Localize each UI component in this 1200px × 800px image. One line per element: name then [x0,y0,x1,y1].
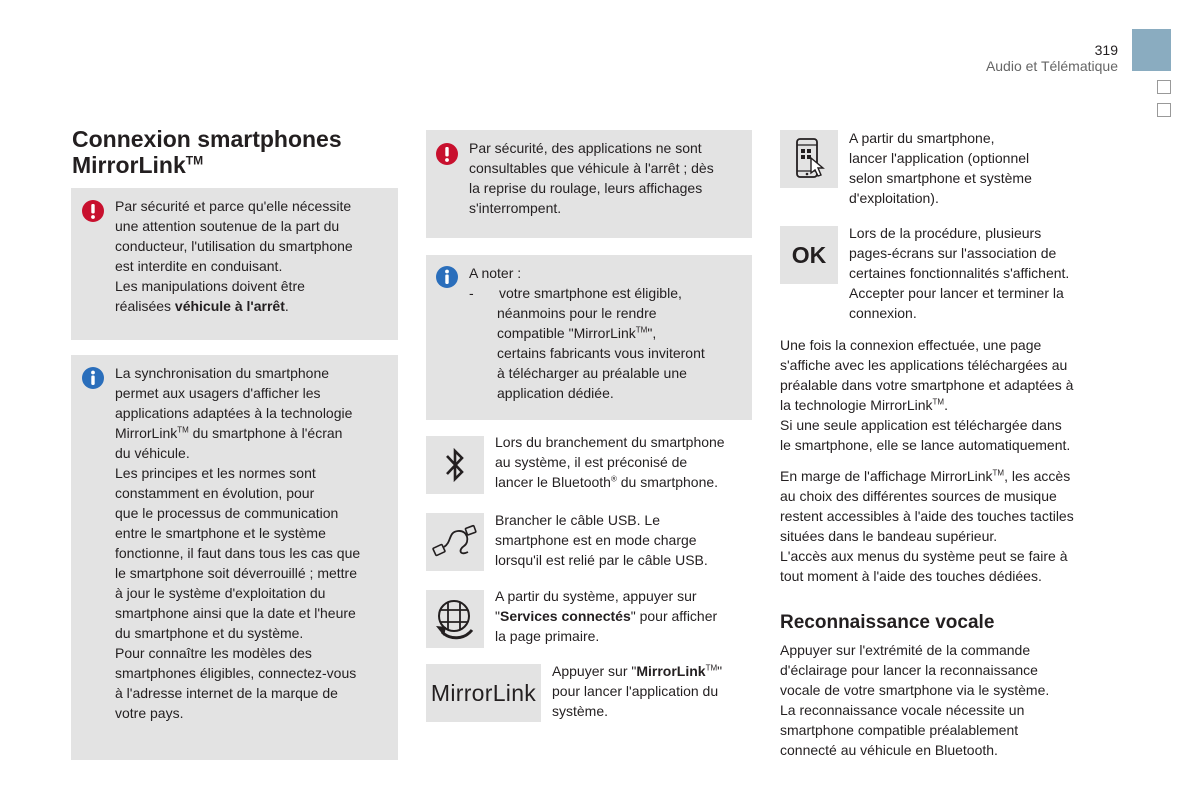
tm-mark: TM [705,663,718,673]
info-2-line: A noter : [469,265,522,281]
warning-1-line: conducteur, l'utilisation du smartphone [115,238,353,254]
mirrorlink-line1-pre: Appuyer sur " [552,663,637,679]
phone-step-line: d'exploitation). [849,190,939,206]
ok-step-line: connexion. [849,305,917,321]
page-title [72,126,342,178]
paragraph-display [780,466,1074,586]
warning-1-text [115,196,353,316]
voice-line: La reconnaissance vocale nécessite un [780,702,1025,718]
voice-text [780,640,1049,760]
info-1-line: constamment en évolution, pour [115,485,315,501]
para1-line4-post: . [944,397,948,413]
warning-1-bold: véhicule à l'arrêt [174,298,285,314]
info-1-line: à l'adresse internet de la marque de [115,685,338,701]
ok-step-line: pages-écrans sur l'association de [849,245,1057,261]
usb-step-text [495,510,708,570]
usb-step-line: smartphone est en mode charge [495,532,697,548]
paragraph-line: L'accès aux menus du système peut se faire à [780,548,1068,564]
mirrorlink-step-text [552,661,722,721]
bluetooth-step-text [495,432,725,492]
paragraph-line: Si une seule application est téléchargée dans [780,417,1062,433]
section-tab [1132,29,1171,71]
info-2-line4-pre: compatible "MirrorLink [497,325,636,341]
bluetooth-line3-post: du smartphone. [616,474,719,490]
bluetooth-icon-box [426,436,484,494]
info-2-line: certains fabricants vous inviteront [497,345,705,361]
warning-1-line: est interdite en conduisant. [115,258,283,274]
bluetooth-icon [440,445,470,485]
paragraph-line: restent accessibles à l'aide des touches tactiles [780,508,1074,524]
warning-2-line: la reprise du roulage, leurs affichages [469,180,703,196]
info-2-line2: votre smartphone est éligible, [499,285,682,301]
services-icon-box [426,590,484,648]
phone-step-line: A partir du smartphone, [849,130,995,146]
info-1-text [115,363,360,723]
services-bold: Services connectés [499,608,631,624]
voice-line: vocale de votre smartphone via le système. [780,682,1050,698]
voice-line: Appuyer sur l'extrémité de la commande [780,642,1031,658]
usb-icon-box [426,513,484,571]
tm-mark: TM [992,468,1005,478]
voice-line: connecté au véhicule en Bluetooth. [780,742,998,758]
info-1-line: que le processus de communication [115,505,339,521]
info-icon [81,366,105,390]
tm-mark: TM [932,397,945,407]
usb-cable-icon [430,522,480,562]
info-1-line: Les principes et les normes sont [115,465,316,481]
bluetooth-step-line [495,472,725,492]
usb-step-line: lorsqu'il est relié par le câble USB. [495,552,708,568]
services-line2-post: " pour afficher [630,608,718,624]
warning-2-text [469,138,714,218]
services-step-text [495,586,717,646]
info-1-line: fonctionne, il faut dans tous les cas que [115,545,361,561]
ok-step-line: Accepter pour lancer et terminer la [849,285,1064,301]
para1-line4-pre: la technologie MirrorLink [780,397,933,413]
paragraph-line: préalable dans votre smartphone et adaptées à [780,377,1074,393]
info-1-line: smartphones éligibles, connectez-vous [115,665,357,681]
paragraph-line: s'affiche avec les applications téléchargées au [780,357,1068,373]
mirrorlink-logo: MirrorLink [430,679,537,706]
paragraph-line [780,466,1074,486]
bluetooth-step-line: Lors du branchement du smartphone [495,434,725,450]
paragraph-connection [780,335,1073,455]
usb-step-line: Brancher le câble USB. Le [495,512,660,528]
info-1-line: le smartphone soit déverrouillé ; mettre [115,565,357,581]
warning-2-line: consultables que véhicule à l'arrêt ; dès [469,160,714,176]
bluetooth-line3-pre: lancer le Bluetooth [495,474,611,490]
info-1-line: smartphone ainsi que la date et l'heure [115,605,356,621]
info-1-line: permet aux usagers d'afficher les [115,385,321,401]
ok-step-line: Lors de la procédure, plusieurs [849,225,1042,241]
registered-mark: ® [610,474,617,484]
services-step-line: la page primaire. [495,628,600,644]
warning-2-line: s'interrompent. [469,200,562,216]
warning-1-last-prefix: réalisées [115,298,175,314]
ok-step-line: certaines fonctionnalités s'affichent. [849,265,1070,281]
nav-square-2 [1157,103,1171,117]
ok-label: OK [791,241,827,268]
paragraph-line: le smartphone, elle se lance automatiquement. [780,437,1071,453]
info-2-line: à télécharger au préalable une [497,365,687,381]
paragraph-line [780,395,1073,415]
mirrorlink-logo-box [426,664,541,722]
info-1-line: du véhicule. [115,445,190,461]
info-2-line [469,323,705,343]
paragraph-line: Une fois la connexion effectuée, une page [780,337,1042,353]
paragraph-line: au choix des différentes sources de musique [780,488,1057,504]
mirrorlink-step-line [552,661,722,681]
title-tm: TM [185,153,204,168]
voice-line: smartphone compatible préalablement [780,722,1019,738]
voice-heading: Reconnaissance vocale [780,612,995,633]
mirrorlink-step-line: pour lancer l'application du [552,683,719,699]
phone-step-text [849,128,1032,208]
smartphone-touch-icon [789,136,829,182]
services-step-line [495,606,717,626]
paragraph-line: tout moment à l'aide des touches dédiées. [780,568,1042,584]
warning-icon [435,142,459,166]
tm-mark: TM [635,325,648,335]
title-line-1: Connexion smartphones [72,126,342,152]
para2-line1-pre: En marge de l'affichage MirrorLink [780,468,993,484]
info-1-line: applications adaptées à la technologie [115,405,353,421]
phone-step-line: selon smartphone et système [849,170,1032,186]
warning-icon [81,199,105,223]
warning-1-line: Par sécurité et parce qu'elle nécessite [115,198,352,214]
bullet-dash: - [469,285,474,301]
info-2-text [469,263,705,403]
info-1-line: Pour connaître les modèles des [115,645,312,661]
warning-1-line: une attention soutenue de la part du [115,218,340,234]
info-1-line: votre pays. [115,705,184,721]
info-1-line: entre le smartphone et le système [115,525,326,541]
info-1-line: du smartphone et du système. [115,625,304,641]
phone-step-line: lancer l'application (optionnel [849,150,1030,166]
para2-line1-post: , les accès [1004,468,1071,484]
ok-step-text [849,223,1069,323]
info-2-line [469,283,705,303]
title-line-2: MirrorLink [72,152,186,178]
voice-line: d'éclairage pour lancer la reconnaissance [780,662,1038,678]
nav-square-1 [1157,80,1171,94]
mirrorlink-bold: MirrorLink [636,663,706,679]
info-2-line: application dédiée. [497,385,614,401]
mirrorlink-line1-post: " [717,663,723,679]
ok-button-box [780,226,838,284]
info-icon [435,265,459,289]
info-1-line [115,423,360,443]
info-1-line4-pre: MirrorLink [115,425,178,441]
paragraph-line: situées dans le bandeau supérieur. [780,528,998,544]
services-line2-pre: " [495,608,500,624]
section-title: Audio et Télématique [985,58,1118,74]
tm-mark: TM [177,425,189,435]
info-2-line4-post: ", [647,325,657,341]
warning-1-line: Les manipulations doivent être [115,278,305,294]
smartphone-icon-box [780,130,838,188]
mirrorlink-step-line: système. [552,703,609,719]
warning-1-last-line [115,296,353,316]
bluetooth-step-line: au système, il est préconisé de [495,454,688,470]
info-1-line4-post: du smartphone à l'écran [188,425,343,441]
connected-services-icon [432,596,478,642]
services-step-line: A partir du système, appuyer sur [495,588,697,604]
page-number: 319 [1094,42,1118,58]
warning-2-line: Par sécurité, des applications ne sont [469,140,702,156]
info-1-line: à jour le système d'exploitation du [115,585,326,601]
warning-1-last-suffix: . [284,298,289,314]
info-1-line: La synchronisation du smartphone [115,365,330,381]
info-2-line: néanmoins pour le rendre [497,305,657,321]
